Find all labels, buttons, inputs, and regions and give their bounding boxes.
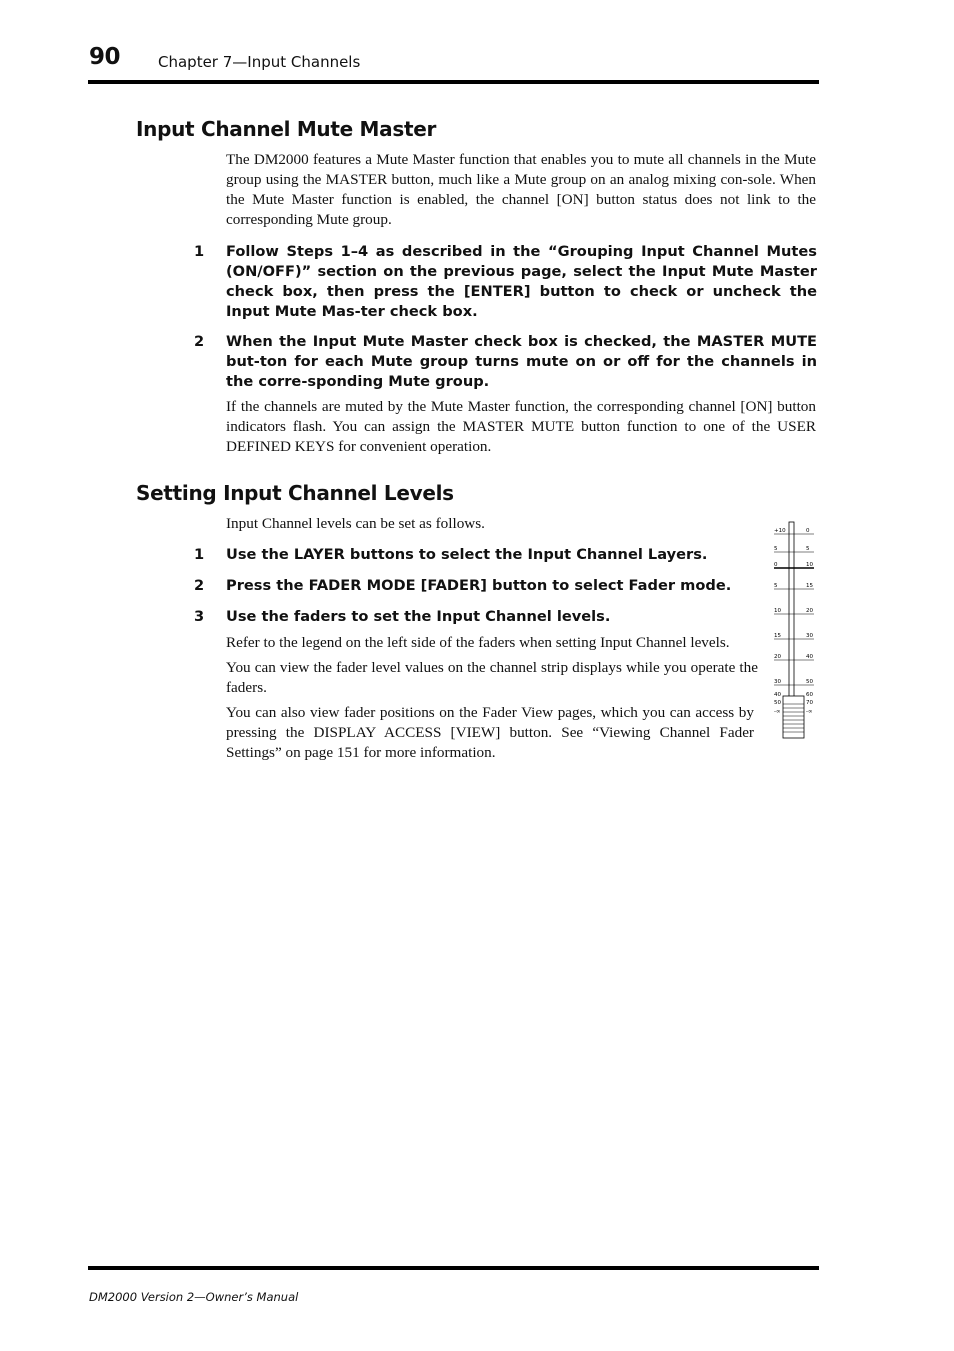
step-text: When the Input Mute Master check box is checked, the MASTER MUTE but-ton for each Mute group turns mute on or off for the channels in the corre-sponding Mute group. [226,333,817,390]
step-number: 3 [194,608,205,625]
fader-right-scale [806,528,813,715]
mute-master-step-2 [194,332,817,392]
step-number: 2 [194,577,205,594]
step-number: 1 [194,243,205,260]
channel-levels-note-3: You can also view fader positions on the Fader View pages, which you can access by pressing the DISPLAY ACCESS [VIEW] button. See “Viewing Channel Fader Settings” on page 151 for more information. [226,704,754,761]
fader-left-label: 10 [774,608,781,614]
fader-left-label: +10 [774,528,786,534]
channel-levels-step-3 [194,607,754,627]
fader-left-label: 0 [774,562,778,568]
channel-levels-intro: Input Channel levels can be set as follows. [226,515,485,532]
step-text: Use the faders to set the Input Channel levels. [226,608,611,625]
fader-right-label: -∞ [806,709,813,715]
channel-levels-step-2 [194,576,754,596]
fader-left-label: 40 [774,692,781,698]
fader-left-label: 50 [774,700,781,706]
section-title-channel-levels: Setting Input Channel Levels [136,481,454,505]
step-number: 2 [194,333,205,350]
fader-right-label: 10 [806,562,813,568]
fader-right-label: 0 [806,528,810,534]
fader-scale-svg [766,520,818,742]
fader-right-label: 15 [806,583,813,589]
fader-knob[interactable] [783,696,804,738]
fader-left-label: 15 [774,633,781,639]
step-text: Use the LAYER buttons to select the Input Channel Layers. [226,546,708,563]
mute-master-step-1 [194,242,817,322]
footer-rule [88,1266,819,1270]
fader-right-label: 30 [806,633,813,639]
fader-illustration [766,520,818,742]
fader-left-label: 5 [774,546,778,552]
mute-master-note: If the channels are muted by the Mute Master function, the corresponding channel [ON] button indicators flash. You can assign the MASTER MUTE button function to one of the USER DEFINED KEYS for convenient operation. [226,398,816,455]
channel-levels-note-2: You can view the fader level values on the channel strip displays while you operate the faders. [226,659,758,696]
fader-left-label: 20 [774,654,781,660]
step-text: Press the FADER MODE [FADER] button to select Fader mode. [226,577,732,594]
step-text: Follow Steps 1–4 as described in the “Grouping Input Channel Mutes (ON/OFF)” section on the previous page, select the Input Mute Master check box, then press the [ENTER] button to check or uncheck the Input Mute Mas-ter check box. [226,243,817,320]
footer-manual-title: DM2000 Version 2—Owner’s Manual [89,1290,299,1304]
page-number: 90 [89,44,121,70]
fader-right-label: 5 [806,546,810,552]
mute-master-intro: The DM2000 features a Mute Master function that enables you to mute all channels in the Mute group using the MASTER button, much like a Mute group on an analog mixing con-sole. When the Mute Master function is enabled, the channel [ON] button status does not link to the corresponding Mute group. [226,151,816,228]
fader-left-scale [774,528,786,715]
fader-right-label: 20 [806,608,813,614]
fader-left-label: 30 [774,679,781,685]
fader-right-label: 70 [806,700,813,706]
channel-levels-step-1 [194,545,754,565]
channel-levels-note-1: Refer to the legend on the left side of the faders when setting Input Channel levels. [226,634,730,651]
step-number: 1 [194,546,205,563]
fader-right-label: 50 [806,679,813,685]
fader-left-label: -∞ [774,709,781,715]
header-rule [88,80,819,84]
fader-left-label: 5 [774,583,778,589]
chapter-title: Chapter 7—Input Channels [158,53,361,71]
fader-right-label: 60 [806,692,813,698]
fader-right-label: 40 [806,654,813,660]
section-title-mute-master: Input Channel Mute Master [136,117,437,141]
